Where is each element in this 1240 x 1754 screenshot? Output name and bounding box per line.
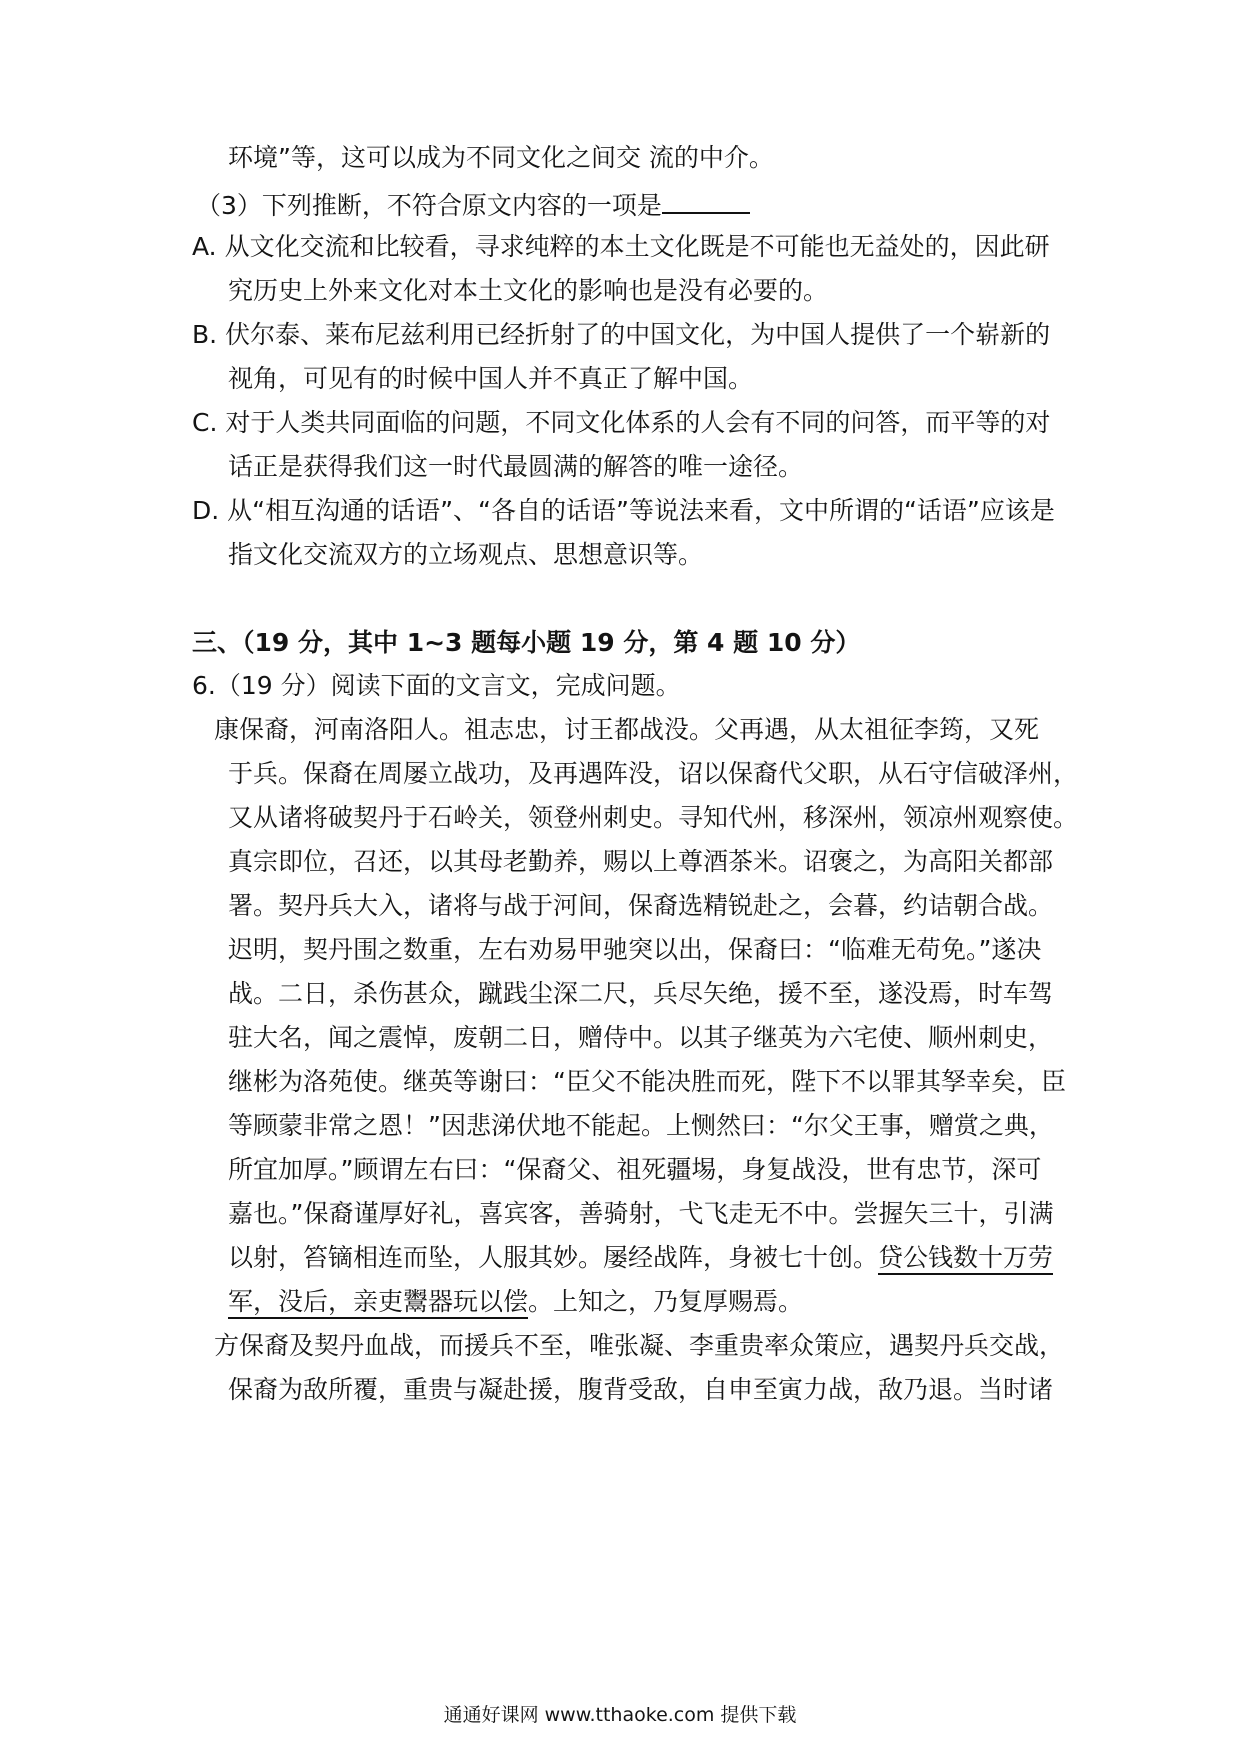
option-d-line2: 指文化交流双方的立场观点、思想意识等。 [228,540,704,569]
section-heading: 三、（19 分，其中 1~3 题每小题 19 分，第 4 题 10 分） [192,628,861,657]
underlined-sentence-part1: 贷公钱数十万劳 [878,1243,1053,1275]
option-a-text: 从文化交流和比较看，寻求纯粹的本土文化既是不可能也无益处的，因此研 [224,232,1050,261]
question-6-prompt: 6.（19 分）阅读下面的文言文，完成问题。 [192,671,681,700]
option-d-text: 从“相互沟通的话语”、“各自的话语”等说法来看，文中所谓的“话语”应该是 [227,496,1055,525]
classical-text-line [228,1289,803,1314]
page-footer: 通通好课网 www.tthaoke.com 提供下载 [443,1704,797,1726]
option-c-letter: C. [192,408,218,437]
underlined-sentence-part2: 军，没后，亲吏鬻器玩以偿 [228,1287,528,1319]
option-d-line1 [192,498,1055,523]
option-b-text: 伏尔泰、莱布尼兹利用已经折射了的中国文化，为中国人提供了一个崭新的 [225,320,1051,349]
option-b-line2: 视角，可见有的时候中国人并不真正了解中国。 [228,364,754,393]
option-c-line1 [192,410,1050,435]
classical-text-line: 方保裔及契丹血战，而援兵不至，唯张凝、李重贵率众策应，遇契丹兵交战， [214,1331,1065,1360]
question-3-text: （3）下列推断，不符合原文内容的一项是 [196,191,662,220]
classical-text-line: 战。二日，杀伤甚众，蹴践尘深二尺，兵尽矢绝，援不至，遂没焉，时车驾 [228,979,1054,1008]
option-c-text: 对于人类共同面临的问题，不同文化体系的人会有不同的问答，而平等的对 [225,408,1051,437]
classical-text-line: 又从诸将破契丹于石岭关，领登州刺史。寻知代州，移深州，领凉州观察使。 [228,803,1079,832]
option-b-letter: B. [192,320,218,349]
classical-text-line: 保裔为敌所覆，重贵与凝赴援，腹背受敌，自申至寅力战，敌乃退。当时诸 [228,1375,1054,1404]
classical-text-line: 嘉也。”保裔谨厚好礼，喜宾客，善骑射，弋飞走无不中。尝握矢三十，引满 [228,1199,1054,1228]
classical-text-line: 等顾蒙非常之恩！”因悲涕伏地不能起。上恻然曰：“尔父王事，赠赏之典， [228,1111,1054,1140]
option-b-line1 [192,322,1050,347]
option-a-letter: A. [192,232,217,261]
answer-blank [662,190,750,214]
option-a-line1 [192,234,1050,259]
passage-tail-line: 环境”等，这可以成为不同文化之间交 流的中介。 [228,143,774,172]
classical-text-line: 康保裔，河南洛阳人。祖志忠，讨王都战没。父再遇，从太祖征李筠，又死 [214,715,1040,744]
question-3-prompt [196,190,750,218]
classical-text-line: 署。契丹兵大入，诸将与战于河间，保裔选精锐赴之，会暮，约诘朝合战。 [228,891,1054,920]
classical-text-line: 驻大名，闻之震悼，废朝二日，赠侍中。以其子继英为六宅使、顺州刺史， [228,1023,1054,1052]
classical-text-segment: 。上知之，乃复厚赐焉。 [528,1287,804,1316]
classical-text-line: 于兵。保裔在周屡立战功，及再遇阵没，诏以保裔代父职，从石守信破泽州， [228,759,1079,788]
option-d-letter: D. [192,496,220,525]
classical-text-line [228,1245,1053,1270]
option-c-line2: 话正是获得我们这一时代最圆满的解答的唯一途径。 [228,452,804,481]
classical-text-line: 迟明，契丹围之数重，左右劝易甲驰突以出，保裔曰：“临难无苟免。”遂决 [228,935,1042,964]
classical-text-segment: 以射，笞镝相连而坠，人服其妙。屡经战阵，身被七十创。 [228,1243,879,1272]
option-a-line2: 究历史上外来文化对本土文化的影响也是没有必要的。 [228,276,829,305]
classical-text-line: 所宜加厚。”顾谓左右曰：“保裔父、祖死疆埸，身复战没，世有忠节，深可 [228,1155,1042,1184]
classical-text-line: 真宗即位，召还，以其母老勤养，赐以上尊酒茶米。诏褒之，为高阳关都部 [228,847,1054,876]
classical-text-line: 继彬为洛苑使。继英等谢曰：“臣父不能决胜而死，陛下不以罪其孥幸矣，臣 [228,1067,1066,1096]
